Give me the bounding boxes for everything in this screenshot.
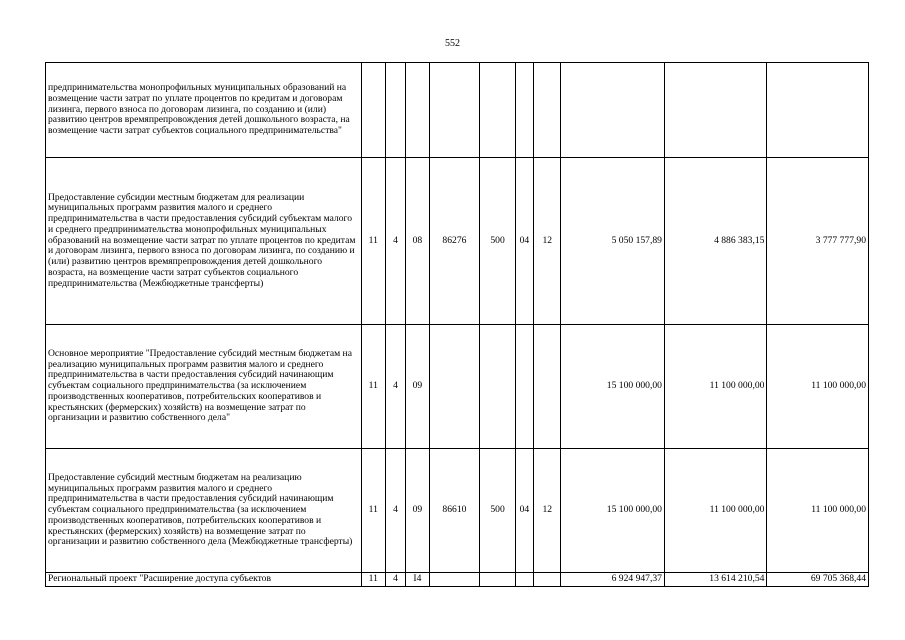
code-cell: 11 bbox=[361, 573, 385, 587]
code-cell: 09 bbox=[406, 449, 429, 573]
table-body bbox=[46, 63, 869, 587]
code-cell: 4 bbox=[385, 573, 405, 587]
amount-cell bbox=[664, 63, 766, 158]
amount-cell bbox=[561, 63, 665, 158]
amount-cell: 11 100 000,00 bbox=[767, 449, 869, 573]
amount-cell: 3 777 777,90 bbox=[767, 158, 869, 325]
code-cell: 11 bbox=[361, 449, 385, 573]
code-cell: 4 bbox=[385, 158, 405, 325]
code-cell bbox=[480, 325, 516, 449]
code-cell: 12 bbox=[534, 158, 561, 325]
code-cell: 11 bbox=[361, 325, 385, 449]
code-cell: I4 bbox=[406, 573, 429, 587]
code-cell bbox=[429, 573, 480, 587]
amount-cell bbox=[767, 63, 869, 158]
code-cell bbox=[385, 63, 405, 158]
code-cell bbox=[515, 325, 533, 449]
code-cell bbox=[515, 573, 533, 587]
row-name-cell: Предоставление субсидий местным бюджетам на реализацию муниципальных программ развития малого и среднего предпринимательства в части предоставления субсидий начинающим субъектам социального предпринимательства (за исключением производственных кооперативов, потребительских кооперативов и крестьянских (фермерских) хозяйств) на возмещение затрат по организации и развитию собственного дела (Межбюджетные трансферты) bbox=[46, 449, 362, 573]
row-name-cell: Предоставление субсидии местным бюджетам для реализации муниципальных программ развития малого и среднего предпринимательства в части предоставления субсидий субъектам малого и среднего предпринимательства монопрофильных муниципальных образований на возмещение части затрат по уплате процентов по кредитам и договорам лизинга, первого взноса по договорам лизинга, по созданию и (или) развитию центров времяпрепровождения детей дошкольного возраста, на возмещение части затрат субъектов социального предпринимательства (Межбюджетные трансферты) bbox=[46, 158, 362, 325]
code-cell: 4 bbox=[385, 325, 405, 449]
amount-cell: 69 705 368,44 bbox=[767, 573, 869, 587]
page-number: 552 bbox=[445, 38, 460, 49]
amount-cell: 11 100 000,00 bbox=[664, 449, 766, 573]
code-cell bbox=[406, 63, 429, 158]
amount-cell: 13 614 210,54 bbox=[664, 573, 766, 587]
row-name-cell: Региональный проект "Расширение доступа субъектов bbox=[46, 573, 362, 587]
table-row bbox=[46, 449, 869, 573]
table-row bbox=[46, 158, 869, 325]
amount-cell: 11 100 000,00 bbox=[664, 325, 766, 449]
code-cell bbox=[534, 63, 561, 158]
code-cell bbox=[534, 325, 561, 449]
code-cell: 08 bbox=[406, 158, 429, 325]
code-cell bbox=[429, 325, 480, 449]
code-cell: 11 bbox=[361, 158, 385, 325]
code-cell: 04 bbox=[515, 449, 533, 573]
code-cell: 4 bbox=[385, 449, 405, 573]
code-cell bbox=[480, 573, 516, 587]
table-row bbox=[46, 325, 869, 449]
row-name-cell: Основное мероприятие "Предоставление субсидий местным бюджетам на реализацию муниципальных программ развития малого и среднего предпринимательства в части предоставления субсидий начинающим субъектам социального предпринимательства (за исключением производственных кооперативов, потребительских кооперативов и крестьянских (фермерских) хозяйств) на возмещение затрат по организации и развитию собственного дела" bbox=[46, 325, 362, 449]
code-cell: 86276 bbox=[429, 158, 480, 325]
amount-cell: 4 886 383,15 bbox=[664, 158, 766, 325]
amount-cell: 11 100 000,00 bbox=[767, 325, 869, 449]
budget-table bbox=[45, 62, 869, 587]
code-cell bbox=[480, 63, 516, 158]
code-cell: 04 bbox=[515, 158, 533, 325]
code-cell: 09 bbox=[406, 325, 429, 449]
code-cell: 86610 bbox=[429, 449, 480, 573]
code-cell bbox=[534, 573, 561, 587]
code-cell bbox=[515, 63, 533, 158]
table-row bbox=[46, 573, 869, 587]
code-cell: 500 bbox=[480, 449, 516, 573]
amount-cell: 6 924 947,37 bbox=[561, 573, 665, 587]
row-name-cell: предпринимательства монопрофильных муниципальных образований на возмещение части затрат по уплате процентов по кредитам и договорам лизинга, первого взноса по договорам лизинга, по созданию и (или) развитию центров времяпрепровождения детей дошкольного возраста, на возмещение части затрат субъектов социального предпринимательства" bbox=[46, 63, 362, 158]
code-cell bbox=[429, 63, 480, 158]
amount-cell: 15 100 000,00 bbox=[561, 449, 665, 573]
table-row bbox=[46, 63, 869, 158]
code-cell: 500 bbox=[480, 158, 516, 325]
code-cell: 12 bbox=[534, 449, 561, 573]
amount-cell: 5 050 157,89 bbox=[561, 158, 665, 325]
code-cell bbox=[361, 63, 385, 158]
amount-cell: 15 100 000,00 bbox=[561, 325, 665, 449]
